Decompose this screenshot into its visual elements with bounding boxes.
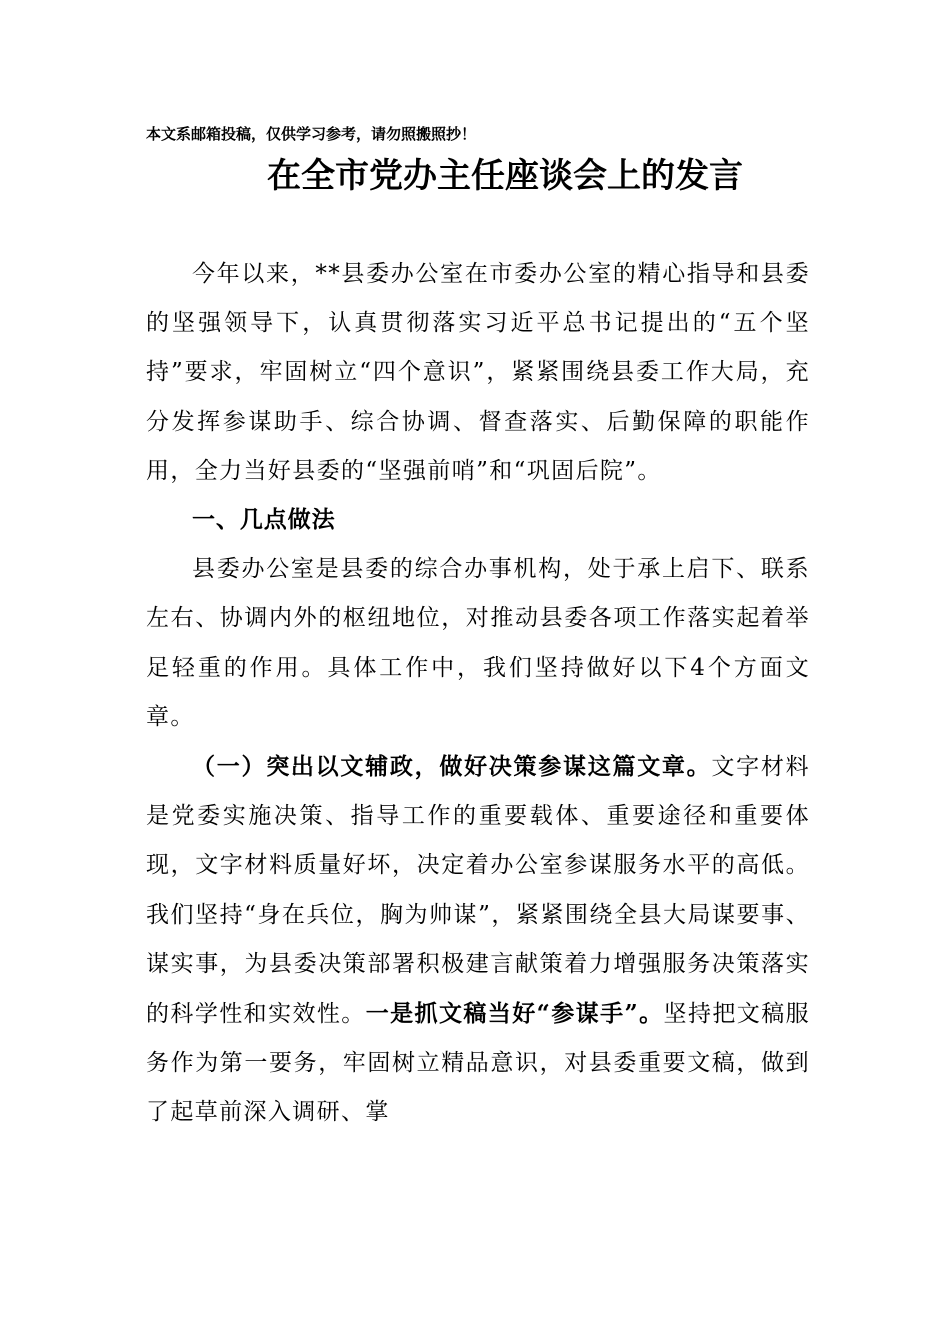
point-one-paragraph (146, 742, 810, 1138)
point-one-lead: （一）突出以文辅政，做好决策参谋这篇文章。 (192, 753, 712, 781)
point-one-continued-text: 坚持把文稿服务作为第一要务，牢固树立精品意识，对县委重要文稿，做到了起草前深入调研、掌 (146, 1001, 810, 1126)
section-heading: 一、几点做法 (192, 507, 336, 534)
point-one-text: 文字材料是党委实施决策、指导工作的重要载体、重要途径和重要体现，文字材料质量好坏，决定着办公室参谋服务水平的高低。我们坚持“身在兵位，胸为帅谋”，紧紧围绕全县大局谋要事、谋实事，为县委决策部署积极建言献策着力增强服务决策落实的科学性和实效性。 (146, 754, 810, 1028)
document-body (146, 250, 810, 1138)
submission-notice: 本文系邮箱投稿，仅供学习参考，请勿照搬照抄！ (146, 125, 477, 143)
section-intro-paragraph: 县委办公室是县委的综合办事机构，处于承上启下、联系左右、协调内外的枢纽地位，对推动县委各项工作落实起着举足轻重的作用。具体工作中，我们坚持做好以下4个方面文章。 (146, 556, 810, 730)
page-title: 在全市党办主任座谈会上的发言 (267, 156, 743, 196)
point-one-sub-lead: 一是抓文稿当好“参谋手”。 (365, 1000, 664, 1028)
intro-paragraph: 今年以来，**县委办公室在市委办公室的精心指导和县委的坚强领导下，认真贯彻落实习近平总书记提出的“五个坚持”要求，牢固树立“四个意识”，紧紧围绕县委工作大局，充分发挥参谋助手、综合协调、督查落实、后勤保障的职能作用，全力当好县委的“坚强前哨”和“巩固后院”。 (146, 261, 810, 484)
